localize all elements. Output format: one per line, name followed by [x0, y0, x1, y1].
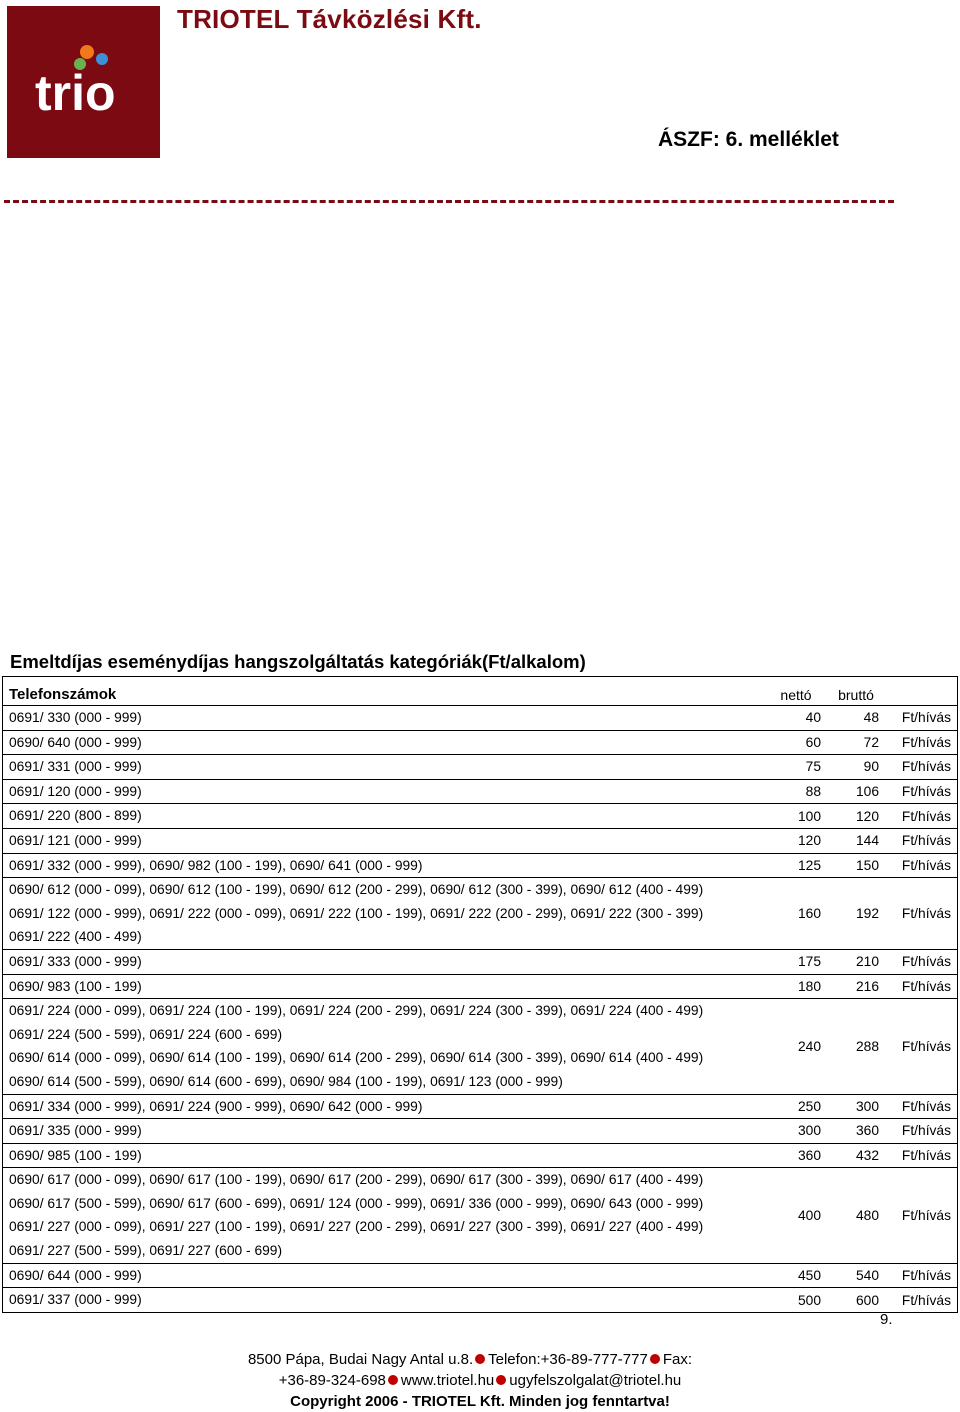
company-name: TRIOTEL Távközlési Kft. [177, 4, 482, 34]
gross-price: 48 [827, 706, 885, 731]
header-divider [4, 200, 894, 203]
price-unit: Ft/hívás [885, 853, 958, 878]
phone-number-line: 0691/ 330 (000 - 999) [9, 710, 142, 725]
phone-number-line: 0691/ 224 (500 - 599), 0691/ 224 (600 - 699) [9, 1026, 283, 1042]
footer-email[interactable]: ugyfelszolgalat@triotel.hu [509, 1372, 682, 1389]
net-price: 400 [765, 1168, 827, 1263]
phone-number-line: 0690/ 614 (000 - 099), 0690/ 614 (100 - 199), 0690/ 614 (200 - 299), 0690/ 614 (300 - 399), 0690/ 614 (400 - 499) [9, 1050, 704, 1066]
gross-price: 216 [827, 974, 885, 999]
bullet-icon [475, 1354, 485, 1364]
price-unit: Ft/hívás [885, 755, 958, 780]
trio-logo-graphic [7, 6, 160, 158]
gross-price: 540 [827, 1263, 885, 1288]
phone-number-line: 0690/ 614 (500 - 599), 0690/ 614 (600 - 699), 0690/ 984 (100 - 199), 0691/ 123 (000 - 999) [9, 1073, 563, 1089]
table-row [3, 853, 958, 878]
header-unit [885, 677, 958, 706]
net-price: 175 [765, 949, 827, 974]
gross-price: 432 [827, 1143, 885, 1168]
table-row [3, 1119, 958, 1144]
phone-number-line: 0691/ 334 (000 - 999), 0691/ 224 (900 - 999), 0690/ 642 (000 - 999) [9, 1098, 423, 1114]
table-row [3, 804, 958, 829]
phone-number-line: 0690/ 612 (000 - 099), 0690/ 612 (100 - 199), 0690/ 612 (200 - 299), 0690/ 612 (300 - 399), 0690/ 612 (400 - 499) [9, 882, 704, 898]
phone-number-ranges [3, 706, 766, 731]
net-price: 300 [765, 1119, 827, 1144]
phone-number-ranges [3, 999, 766, 1094]
price-unit: Ft/hívás [885, 1168, 958, 1263]
phone-number-ranges [3, 1263, 766, 1288]
table-row [3, 1263, 958, 1288]
phone-number-ranges [3, 804, 766, 829]
footer-line-2 [0, 1370, 960, 1391]
price-unit: Ft/hívás [885, 1143, 958, 1168]
phone-number-line: 0690/ 983 (100 - 199) [9, 978, 142, 994]
phone-number-line: 0691/ 333 (000 - 999) [9, 953, 142, 969]
table-row [3, 999, 958, 1094]
gross-price: 288 [827, 999, 885, 1094]
table-row [3, 730, 958, 755]
phone-number-line: 0690/ 985 (100 - 199) [9, 1147, 142, 1163]
bullet-icon [388, 1375, 398, 1385]
phone-number-line: 0690/ 617 (500 - 599), 0690/ 617 (600 - 699), 0691/ 124 (000 - 999), 0691/ 336 (000 - 999), 0690/ 643 (000 - 999) [9, 1195, 704, 1211]
table-header-row [3, 677, 958, 706]
phone-number-line: 0691/ 120 (000 - 999) [9, 783, 142, 799]
table-row [3, 1094, 958, 1119]
phone-number-ranges [3, 974, 766, 999]
header-phone-numbers: Telefonszámok [3, 677, 766, 706]
net-price: 360 [765, 1143, 827, 1168]
phone-number-line: 0691/ 331 (000 - 999) [9, 759, 142, 775]
phone-number-line: 0690/ 644 (000 - 999) [9, 1267, 142, 1283]
price-unit: Ft/hívás [885, 1119, 958, 1144]
net-price: 125 [765, 853, 827, 878]
net-price: 250 [765, 1094, 827, 1119]
phone-number-ranges [3, 878, 766, 950]
price-unit: Ft/hívás [885, 1288, 958, 1313]
phone-number-line: 0691/ 224 (000 - 099), 0691/ 224 (100 - 199), 0691/ 224 (200 - 299), 0691/ 224 (300 - 399), 0691/ 224 (400 - 499) [9, 1003, 704, 1019]
section-title: Emeltdíjas eseménydíjas hangszolgáltatás kategóriák(Ft/alkalom) [10, 651, 586, 672]
phone-number-line: 0690/ 617 (000 - 099), 0690/ 617 (100 - 199), 0690/ 617 (200 - 299), 0690/ 617 (300 - 399), 0690/ 617 (400 - 499) [9, 1172, 704, 1188]
phone-number-ranges [3, 1168, 766, 1263]
table-row [3, 974, 958, 999]
gross-price: 600 [827, 1288, 885, 1313]
table-row [3, 1288, 958, 1313]
gross-price: 360 [827, 1119, 885, 1144]
gross-price: 106 [827, 779, 885, 804]
table-row [3, 755, 958, 780]
phone-number-ranges [3, 1143, 766, 1168]
net-price: 160 [765, 878, 827, 950]
phone-number-line: 0691/ 335 (000 - 999) [9, 1123, 142, 1139]
page-number: 9. [880, 1311, 893, 1328]
phone-number-line: 0691/ 122 (000 - 999), 0691/ 222 (000 - 099), 0691/ 222 (100 - 199), 0691/ 222 (200 - 299), 0691/ 222 (300 - 399) [9, 905, 704, 921]
phone-number-line: 0690/ 640 (000 - 999) [9, 734, 142, 750]
footer-fax: +36-89-324-698 [278, 1372, 386, 1389]
gross-price: 192 [827, 878, 885, 950]
phone-number-ranges [3, 828, 766, 853]
phone-number-line: 0691/ 121 (000 - 999) [9, 832, 142, 848]
table-row [3, 828, 958, 853]
gross-price: 90 [827, 755, 885, 780]
price-unit: Ft/hívás [885, 730, 958, 755]
price-unit: Ft/hívás [885, 804, 958, 829]
phone-number-ranges [3, 1288, 766, 1313]
price-unit: Ft/hívás [885, 974, 958, 999]
phone-number-ranges [3, 853, 766, 878]
price-unit: Ft/hívás [885, 878, 958, 950]
phone-number-line: 0691/ 227 (000 - 099), 0691/ 227 (100 - 199), 0691/ 227 (200 - 299), 0691/ 227 (300 - 399), 0691/ 227 (400 - 499) [9, 1219, 704, 1235]
gross-price: 72 [827, 730, 885, 755]
table-row [3, 706, 958, 731]
footer-website[interactable]: www.triotel.hu [400, 1372, 495, 1389]
triotel-logo [7, 6, 160, 158]
phone-number-line: 0691/ 337 (000 - 999) [9, 1292, 142, 1308]
net-price: 180 [765, 974, 827, 999]
table-row [3, 1143, 958, 1168]
bullet-icon [650, 1354, 660, 1364]
price-unit: Ft/hívás [885, 949, 958, 974]
gross-price: 210 [827, 949, 885, 974]
price-unit: Ft/hívás [885, 1263, 958, 1288]
footer-address: 8500 Pápa, Budai Nagy Antal u.8. [247, 1351, 474, 1368]
price-unit: Ft/hívás [885, 1094, 958, 1119]
footer-phone: Telefon:+36-89-777-777 [488, 1351, 648, 1368]
logo-text: trio [35, 65, 116, 121]
gross-price: 480 [827, 1168, 885, 1263]
net-price: 88 [765, 779, 827, 804]
tariff-table [2, 676, 958, 1313]
net-price: 450 [765, 1263, 827, 1288]
bullet-icon [496, 1375, 506, 1385]
gross-price: 144 [827, 828, 885, 853]
annex-label: ÁSZF: 6. melléklet [658, 128, 839, 151]
price-unit: Ft/hívás [885, 999, 958, 1094]
phone-number-line: 0691/ 332 (000 - 999), 0690/ 982 (100 - 199), 0690/ 641 (000 - 999) [9, 857, 423, 873]
footer-line-1 [0, 1349, 950, 1370]
price-unit: Ft/hívás [885, 828, 958, 853]
phone-number-ranges [3, 779, 766, 804]
phone-number-line: 0691/ 220 (800 - 899) [9, 808, 142, 824]
phone-number-ranges [3, 1094, 766, 1119]
net-price: 120 [765, 828, 827, 853]
net-price: 75 [765, 755, 827, 780]
net-price: 500 [765, 1288, 827, 1313]
footer-fax-label: Fax: [662, 1351, 693, 1368]
footer-copyright: Copyright 2006 - TRIOTEL Kft. Minden jog fenntartva! [290, 1393, 670, 1410]
table-row [3, 878, 958, 950]
net-price: 40 [765, 706, 827, 731]
table-row [3, 949, 958, 974]
price-unit: Ft/hívás [885, 779, 958, 804]
gross-price: 120 [827, 804, 885, 829]
header-net: nettó [765, 677, 827, 706]
header-gross: bruttó [827, 677, 885, 706]
gross-price: 300 [827, 1094, 885, 1119]
table-row [3, 1168, 958, 1263]
phone-number-ranges [3, 949, 766, 974]
gross-price: 150 [827, 853, 885, 878]
phone-number-line: 0691/ 222 (400 - 499) [9, 929, 142, 945]
table-row [3, 779, 958, 804]
net-price: 240 [765, 999, 827, 1094]
price-unit: Ft/hívás [885, 706, 958, 731]
phone-number-ranges [3, 1119, 766, 1144]
phone-number-ranges [3, 730, 766, 755]
net-price: 100 [765, 804, 827, 829]
phone-number-line: 0691/ 227 (500 - 599), 0691/ 227 (600 - 699) [9, 1243, 283, 1259]
footer [0, 1349, 960, 1412]
net-price: 60 [765, 730, 827, 755]
phone-number-ranges [3, 755, 766, 780]
